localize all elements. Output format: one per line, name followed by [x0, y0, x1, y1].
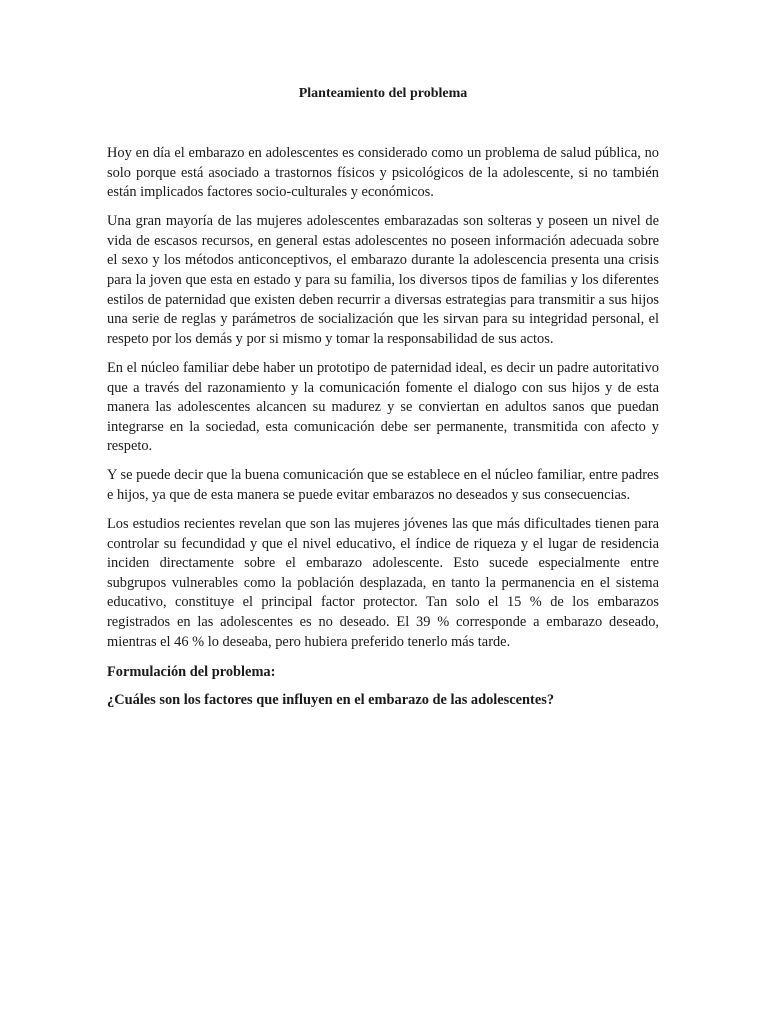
paragraph-adolescent-context: Una gran mayoría de las mujeres adolescentes embarazadas son solteras y poseen un nivel de vida de escasos recursos, en general estas adolescentes no poseen información adecuada sobre el sexo y los métodos anticonceptivos, el embarazo durante la adolescencia presenta una crisis para la joven que esta en estado y para su familia, los diversos tipos de familias y los diferentes estilos de paternidad que existen deben recurrir a diversas estrategias para transmitir a sus hijos una serie de reglas y parámetros de socialización que les sirvan para su integridad personal, el respeto por los demás y por si mismo y tomar la responsabilidad de sus actos.: [107, 213, 659, 347]
paragraph-recent-studies: Los estudios recientes revelan que son las mujeres jóvenes las que más dificultades tienen para controlar su fecundidad y que el nivel educativo, el índice de riqueza y el lugar de residencia inciden directamente sobre el embarazo adolescente. Esto sucede especialmente entre subgrupos vulnerables como la población desplazada, en tanto la permanencia en el sistema educativo, constituye el principal factor protector. Tan solo el 15 % de los embarazos registrados en las adolescentes es no deseado. El 39 % corresponde a embarazo deseado, mientras el 46 % lo deseaba, pero hubiera preferido tenerlo más tarde.: [107, 516, 659, 650]
paragraph-communication: Y se puede decir que la buena comunicación que se establece en el núcleo familiar, entre padres e hijos, ya que de esta manera se puede evitar embarazos no deseados y sus consecuencias.: [107, 467, 659, 503]
formulation-heading: Formulación del problema:: [107, 663, 276, 680]
paragraph-intro: Hoy en día el embarazo en adolescentes es considerado como un problema de salud pública, no solo porque está asociado a trastornos físicos y psicológicos de la adolescente, si no también están implicados factores socio-culturales y económicos.: [107, 145, 659, 201]
research-question: ¿Cuáles son los factores que influyen en el embarazo de las adolescentes?: [107, 691, 555, 708]
document-page: [107, 84, 659, 710]
paragraph-family-nucleus: En el núcleo familiar debe haber un prototipo de paternidad ideal, es decir un padre autoritativo que a través del razonamiento y la comunicación fomente el dialogo con sus hijos y de esta manera las adolescentes alcancen su madurez y se conviertan en adultos sanos que puedan integrarse en la sociedad, esta comunicación debe ser permanente, transmitida con afecto y respeto.: [107, 359, 659, 455]
document-title: Planteamiento del problema: [298, 86, 468, 101]
